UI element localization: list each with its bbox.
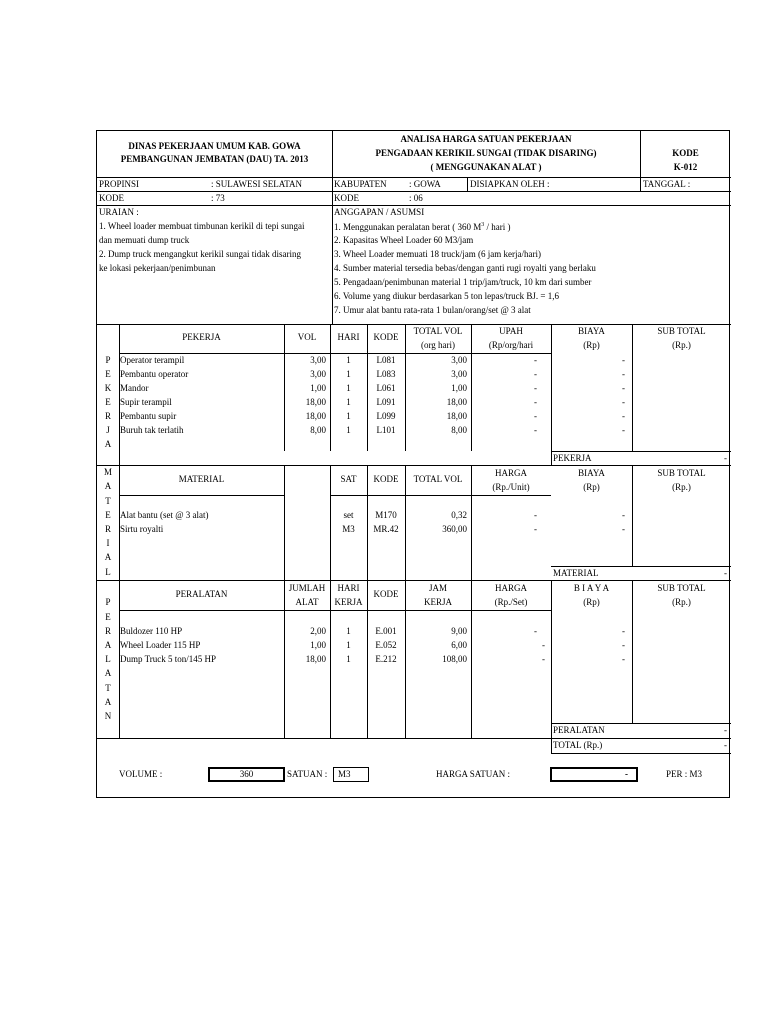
tanggal-label: TANGGAL : (643, 179, 691, 189)
analysis-sheet (96, 130, 730, 798)
uraian-line: dan memuati dump truck (99, 235, 190, 245)
anggapan-line: 4. Sumber material tersedia bebas/dengan ganti rugi royalti yang berlaku (334, 263, 596, 273)
volume-value: 360 (239, 769, 254, 779)
kode: L091 (376, 397, 396, 407)
uraian-line: ke lokasi pekerjaan/penimbunan (99, 263, 216, 273)
uraian-line: 1. Wheel loader membuat timbunan kerikil di tepi sungai (99, 221, 305, 231)
item-name: Dump Truck 5 ton/145 HP (120, 654, 217, 664)
total-value: - (724, 740, 727, 750)
col-header: (Rp.) (672, 482, 691, 492)
biaya: - (622, 369, 625, 379)
col-header: (Rp.) (672, 340, 691, 350)
divider (332, 177, 333, 205)
side-letter: M (103, 467, 112, 477)
kabupaten-label: KABUPATEN (334, 179, 387, 189)
side-letter: E (105, 510, 111, 520)
col-header: (Rp) (583, 340, 600, 350)
side-letter: A (104, 697, 112, 707)
side-letter: A (104, 481, 112, 491)
side-letter: R (104, 626, 111, 636)
col-header: VOL (297, 332, 317, 342)
side-letter: T (105, 683, 111, 693)
upah: - (534, 425, 537, 435)
propinsi-label: PROPINSI (99, 179, 140, 189)
hari: 1 (346, 383, 351, 393)
upah: - (534, 355, 537, 365)
propinsi-value: : SULAWESI SELATAN (211, 179, 303, 189)
harga: - (542, 640, 545, 650)
jumlah: 1,00 (310, 640, 326, 650)
divider (119, 495, 284, 496)
side-letter: R (104, 524, 111, 534)
harga: - (534, 510, 537, 520)
item-name: Buldozer 110 HP (120, 626, 183, 636)
divider (551, 723, 731, 724)
kode-prov-label: KODE (99, 193, 124, 203)
vol: 18,00 (305, 411, 326, 421)
anggapan-line: 5. Pengadaan/penimbunan material 1 trip/jam/truck, 10 km dari sumber (334, 277, 592, 287)
total-label: TOTAL (Rp.) (553, 740, 603, 750)
side-letter: A (104, 668, 112, 678)
col-header: HARI (337, 583, 360, 593)
divider (632, 465, 633, 566)
total-vol: 8,00 (451, 425, 467, 435)
side-letter: N (104, 711, 112, 721)
kabupaten-value: : GOWA (409, 179, 441, 189)
doc-subtitle: PENGADAAN KERIKIL SUNGAI (TIDAK DISARING) (375, 148, 597, 158)
harga: - (542, 654, 545, 664)
side-letter: E (105, 612, 111, 622)
doc-title: ANALISA HARGA SATUAN PEKERJAAN (400, 134, 572, 144)
satuan-box (333, 767, 369, 782)
side-letter: R (104, 411, 111, 421)
col-header: JUMLAH (288, 583, 326, 593)
divider (97, 465, 731, 466)
col-header: TOTAL VOL (413, 474, 463, 484)
col-header: B I A Y A (573, 583, 610, 593)
jumlah: 18,00 (305, 654, 326, 664)
col-header: BIAYA (578, 468, 605, 478)
upah: - (534, 383, 537, 393)
item-name: Buruh tak terlatih (120, 425, 184, 435)
subtotal-label: PEKERJA (553, 453, 592, 463)
col-header: (Rp) (583, 482, 600, 492)
upah: - (534, 369, 537, 379)
item-name: Supir terampil (120, 397, 172, 407)
divider (97, 580, 731, 581)
col-header: UPAH (499, 326, 523, 336)
side-letter: A (104, 439, 112, 449)
col-header: SUB TOTAL (657, 326, 706, 336)
hari: 1 (346, 654, 351, 664)
hari: 1 (346, 369, 351, 379)
harga: - (534, 524, 537, 534)
jam-kerja: 108,00 (442, 654, 467, 664)
volume-label: VOLUME : (119, 769, 163, 779)
divider (119, 324, 120, 465)
kode: L101 (376, 425, 396, 435)
subtotal-label: PERALATAN (553, 725, 605, 735)
satuan-value: M3 (338, 769, 351, 779)
anggapan-line: 7. Umur alat bantu rata-rata 1 bulan/orang/set @ 3 alat (334, 305, 531, 315)
col-header: KODE (373, 332, 399, 342)
side-letter: K (104, 383, 112, 393)
jumlah: 2,00 (310, 626, 326, 636)
anggapan-line: 1. Menggunakan peralatan berat ( 360 $M^3$ / hari ) (334, 222, 511, 232)
subtotal-value: - (724, 568, 727, 578)
per-unit-label: PER : M3 (666, 769, 703, 779)
sat: M3 (342, 524, 355, 534)
kode-kab-value: : 06 (409, 193, 423, 203)
vol: 3,00 (310, 369, 326, 379)
vol: 8,00 (310, 425, 326, 435)
divider (119, 353, 551, 354)
divider (640, 177, 641, 191)
divider (332, 205, 333, 324)
divider (330, 495, 551, 496)
col-header: KERJA (334, 597, 363, 607)
total-vol: 1,00 (451, 383, 467, 393)
sat: set (343, 510, 354, 520)
kode-label: KODE (672, 148, 699, 158)
jam-kerja: 9,00 (451, 626, 467, 636)
kode-kab-label: KODE (334, 193, 359, 203)
total-vol: 18,00 (446, 411, 467, 421)
anggapan-line: 3. Wheel Loader memuati 18 truck/jam (6 jam kerja/hari) (334, 249, 542, 259)
hari: 1 (346, 411, 351, 421)
kode: L099 (376, 411, 396, 421)
harga-satuan-box (550, 767, 638, 782)
divider (119, 610, 551, 611)
biaya: - (622, 654, 625, 664)
col-header: SAT (340, 474, 357, 484)
side-letter: J (106, 425, 110, 435)
kode: E.001 (375, 626, 397, 636)
item-name: Wheel Loader 115 HP (120, 640, 201, 650)
col-header: KODE (373, 474, 399, 484)
col-header: HARGA (494, 583, 527, 593)
total-vol: 3,00 (451, 369, 467, 379)
harga: - (534, 626, 537, 636)
biaya: - (622, 355, 625, 365)
upah: - (534, 397, 537, 407)
kode: E.212 (375, 654, 397, 664)
divider (97, 191, 731, 192)
hari: 1 (346, 355, 351, 365)
vol: 1,00 (310, 383, 326, 393)
upah: - (534, 411, 537, 421)
col-header: PEKERJA (182, 332, 221, 342)
divider (284, 465, 285, 580)
col-header: KERJA (423, 597, 452, 607)
vol: 3,00 (310, 355, 326, 365)
divider (97, 177, 731, 178)
side-letter: A (104, 552, 112, 562)
col-header: TOTAL VOL (413, 326, 463, 336)
biaya: - (622, 425, 625, 435)
col-header: (org hari) (420, 340, 456, 350)
doc-method: ( MENGGUNAKAN ALAT ) (430, 162, 542, 172)
hari: 1 (346, 397, 351, 407)
side-letter: A (104, 640, 112, 650)
uraian-line: 2. Dump truck mengangkut kerikil sungai tidak disaring (99, 249, 301, 259)
hari: 1 (346, 626, 351, 636)
kode-value: K-012 (673, 162, 698, 172)
divider (467, 177, 468, 191)
side-letter: E (105, 397, 111, 407)
divider (551, 738, 552, 753)
col-header: (Rp./Set) (494, 597, 528, 607)
divider (551, 753, 731, 754)
kode: L061 (376, 383, 396, 393)
subtotal-label: MATERIAL (553, 568, 599, 578)
divider (97, 205, 731, 206)
biaya: - (622, 524, 625, 534)
biaya: - (622, 510, 625, 520)
biaya: - (622, 383, 625, 393)
col-header: ALAT (295, 597, 319, 607)
hari: 1 (346, 640, 351, 650)
side-letter: T (105, 496, 111, 506)
item-name: Sirtu royalti (120, 524, 164, 534)
harga-satuan-value: - (625, 769, 628, 779)
org-name: DINAS PEKERJAAN UMUM KAB. GOWA (128, 141, 301, 151)
biaya: - (622, 397, 625, 407)
side-letter: I (106, 538, 110, 548)
col-header: PERALATAN (175, 589, 228, 599)
col-header: HARGA (494, 468, 527, 478)
project-name: PEMBANGUNAN JEMBATAN (DAU) TA. 2013 (120, 154, 309, 164)
kode-prov-value: : 73 (211, 193, 225, 203)
col-header: JAM (428, 583, 447, 593)
volume-box (208, 767, 285, 782)
side-letter: L (105, 567, 111, 577)
item-name: Alat bantu (set @ 3 alat) (120, 510, 209, 520)
total-vol: 360,00 (442, 524, 467, 534)
disiapkan-label: DISIAPKAN OLEH : (470, 179, 550, 189)
col-header: HARI (337, 332, 360, 342)
divider (551, 566, 731, 567)
item-name: Pembantu supir (120, 411, 177, 421)
divider (97, 738, 731, 739)
col-header: KODE (373, 589, 399, 599)
kode: MR.42 (373, 524, 399, 534)
col-header: BIAYA (578, 326, 605, 336)
anggapan-line: 6. Volume yang diukur berdasarkan 5 ton lepas/truck BJ. = 1,6 (334, 291, 559, 301)
hari: 1 (346, 425, 351, 435)
anggapan-label: ANGGAPAN / ASUMSI (334, 207, 425, 217)
subtotal-value: - (724, 725, 727, 735)
side-letter: E (105, 369, 111, 379)
divider (97, 324, 731, 325)
jam-kerja: 6,00 (451, 640, 467, 650)
biaya: - (622, 640, 625, 650)
total-vol: 18,00 (446, 397, 467, 407)
total-vol: 0,32 (451, 510, 467, 520)
item-name: Mandor (120, 383, 149, 393)
kode: L081 (376, 355, 396, 365)
anggapan-line: 2. Kapasitas Wheel Loader 60 M3/jam (334, 235, 474, 245)
kode: L083 (376, 369, 396, 379)
col-header: (Rp/org/hari (488, 340, 534, 350)
satuan-label: SATUAN : (287, 769, 328, 779)
side-letter: P (105, 355, 111, 365)
kode: E.052 (375, 640, 397, 650)
vol: 18,00 (305, 397, 326, 407)
item-name: Operator terampil (120, 355, 185, 365)
divider (551, 451, 731, 452)
biaya: - (622, 626, 625, 636)
uraian-label: URAIAN : (99, 207, 139, 217)
biaya: - (622, 411, 625, 421)
item-name: Pembantu operator (120, 369, 189, 379)
side-letter: L (105, 654, 111, 664)
side-letter: P (105, 597, 111, 607)
subtotal-value: - (724, 453, 727, 463)
harga-satuan-label: HARGA SATUAN : (436, 769, 511, 779)
col-header: (Rp) (583, 597, 600, 607)
total-vol: 3,00 (451, 355, 467, 365)
kode: M170 (375, 510, 397, 520)
col-header: (Rp.) (672, 597, 691, 607)
col-header: SUB TOTAL (657, 583, 706, 593)
col-header: MATERIAL (178, 474, 225, 484)
col-header: (Rp./Unit) (492, 482, 530, 492)
col-header: SUB TOTAL (657, 468, 706, 478)
